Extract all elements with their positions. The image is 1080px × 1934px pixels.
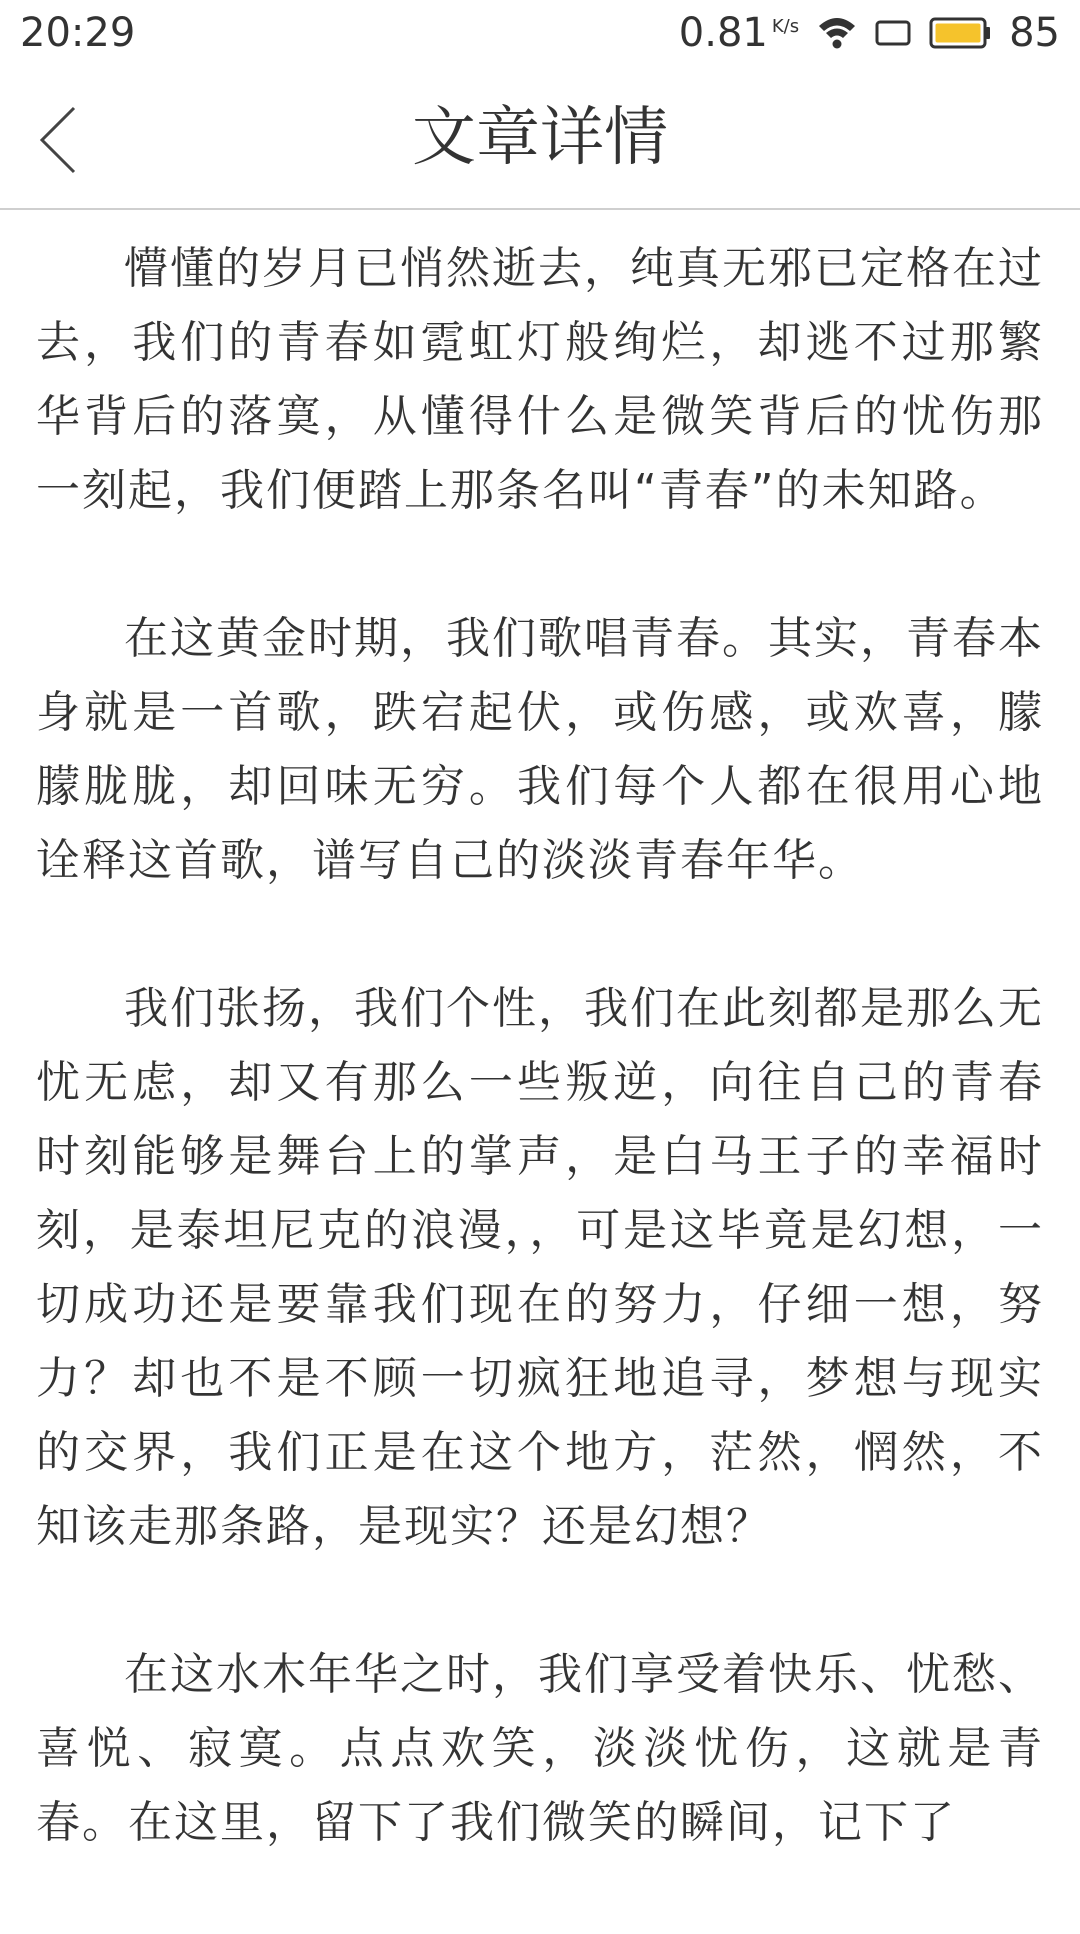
battery-icon — [929, 16, 991, 50]
article-paragraph: 在这黄金时期，我们歌唱青春。其实，青春本身就是一首歌，跌宕起伏，或伤感，或欢喜，朦朦胧胧，却回味无穷。我们每个人都在很用心地诠释这首歌，谱写自己的淡淡青春年华。 — [36, 613, 1044, 886]
network-speed-value: 0.81 — [678, 10, 768, 56]
article-paragraph: 懵懂的岁月已悄然逝去，纯真无邪已定格在过去，我们的青春如霓虹灯般绚烂，却逃不过那繁华背后的落寞，从懂得什么是微笑背后的忧伤那一刻起，我们便踏上那条名叫“青春”的未知路。 — [36, 243, 1044, 516]
battery-level: 85 — [1009, 10, 1060, 56]
article-paragraph: 我们张扬，我们个性，我们在此刻都是那么无忧无虑，却又有那么一些叛逆，向往自己的青春时刻能够是舞台上的掌声，是白马王子的幸福时刻，是泰坦尼克的浪漫，，可是这毕竟是幻想，一切成功还是要靠我们现在的努力，仔细一想，努力？却也不是不顾一切疯狂地追寻，梦想与现实的交界，我们正是在这个地方，茫然，惘然，不知该走那条路，是现实？还是幻想？ — [36, 983, 1044, 1552]
network-speed — [679, 10, 799, 56]
screen-rotation-icon — [875, 18, 911, 48]
article-paragraph: 在这水木年华之时，我们享受着快乐、忧愁、喜悦、寂寞。点点欢笑，淡淡忧伤，这就是青春。在这里，留下了我们微笑的瞬间，记下了 — [36, 1649, 1044, 1848]
app-bar — [0, 66, 1080, 210]
network-speed-unit: K/s — [771, 16, 800, 37]
article-body — [36, 232, 1044, 1934]
status-time: 20:29 — [20, 10, 136, 56]
page-title: 文章详情 — [412, 101, 668, 175]
status-icons — [679, 10, 1060, 56]
status-bar — [0, 0, 1080, 66]
wifi-icon — [817, 16, 857, 50]
